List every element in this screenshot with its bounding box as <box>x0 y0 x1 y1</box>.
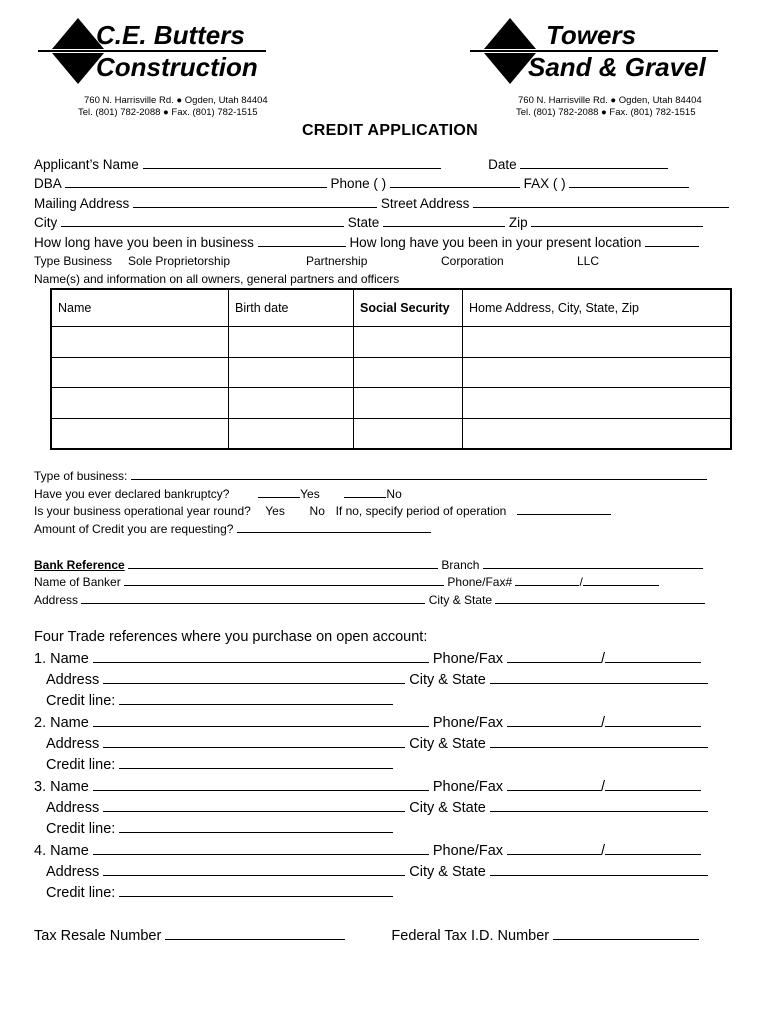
row-how-long <box>34 233 714 251</box>
trade-phone-slash: / <box>601 715 606 731</box>
name-of-banker-field[interactable] <box>124 573 444 586</box>
trade-name-field[interactable] <box>93 776 429 791</box>
label-trade-name: 1. Name <box>34 651 89 667</box>
label-trade-name: 4. Name <box>34 843 89 859</box>
label-trade-city-state: City & State <box>409 864 486 880</box>
trade-fax-field[interactable] <box>605 648 701 663</box>
option-corporation[interactable]: Corporation <box>441 254 504 268</box>
row-banker <box>34 573 714 591</box>
logo-right-address: 760 N. Harrisville Rd. ● Ogden, Utah 84404 <box>518 95 702 106</box>
label-how-long-business: How long have you been in business <box>34 235 254 250</box>
trade-credit-line-field[interactable] <box>119 818 393 833</box>
label-trade-credit-line: Credit line: <box>46 757 116 773</box>
trade-intro <box>34 627 714 647</box>
label-trade-phone-fax: Phone/Fax <box>432 843 504 859</box>
option-llc[interactable]: LLC <box>577 254 600 268</box>
label-trade-name: 3. Name <box>34 779 89 795</box>
table-cell[interactable] <box>229 327 354 358</box>
label-trade-credit-line: Credit line: <box>46 693 116 709</box>
trade-phone-slash: / <box>601 779 606 795</box>
page-title: CREDIT APPLICATION <box>301 122 479 139</box>
table-cell[interactable] <box>52 418 229 449</box>
row-mailing <box>34 194 714 212</box>
logo-left-address: 760 N. Harrisville Rd. ● Ogden, Utah 84404 <box>84 95 268 106</box>
trade-address-field[interactable] <box>103 797 405 812</box>
label-trade-name: 2. Name <box>34 715 89 731</box>
table-cell[interactable] <box>52 357 229 388</box>
label-if-no: If no, specify period of operation <box>335 504 507 518</box>
label-state: State <box>347 215 380 230</box>
fax-field[interactable] <box>569 174 689 188</box>
label-how-long-location: How long have you been in your present location <box>349 235 642 250</box>
label-fax: FAX ( ) <box>523 176 566 191</box>
trade-fax-field[interactable] <box>605 712 701 727</box>
owners-table-header <box>52 290 731 327</box>
trade-address-field[interactable] <box>103 861 405 876</box>
label-zip: Zip <box>508 215 528 230</box>
trade-name-field[interactable] <box>93 648 429 663</box>
logo-right <box>470 16 720 86</box>
label-year-round: Is your business operational year round? <box>34 504 251 518</box>
row-type-of-business <box>34 467 714 485</box>
header-birth-date: Birth date <box>229 290 354 327</box>
label-trade-city-state: City & State <box>409 800 486 816</box>
label-trade-city-state: City & State <box>409 672 486 688</box>
option-partnership[interactable]: Partnership <box>306 254 368 268</box>
bank-reference-field[interactable] <box>128 556 438 569</box>
trade-ref-name-row <box>34 712 714 732</box>
period-of-operation-field[interactable] <box>517 502 611 515</box>
logo-left-line1: C.E. Butters <box>96 20 245 50</box>
bankruptcy-no-field[interactable] <box>344 485 386 498</box>
option-sole-proprietorship[interactable]: Sole Proprietorship <box>128 254 231 268</box>
label-bank-phone-fax: Phone/Fax# <box>447 575 513 589</box>
logo-right-line2: Sand & Gravel <box>528 52 706 82</box>
label-street-address: Street Address <box>380 196 470 211</box>
row-type-business <box>34 252 714 270</box>
label-type-of-business: Type of business: <box>34 469 128 483</box>
bank-address-field[interactable] <box>81 591 425 604</box>
trade-name-field[interactable] <box>93 840 429 855</box>
label-bankruptcy: Have you ever declared bankruptcy? <box>34 487 230 501</box>
bank-phone-slash: / <box>579 575 583 589</box>
label-federal-tax: Federal Tax I.D. Number <box>391 928 550 944</box>
label-amount: Amount of Credit you are requesting? <box>34 522 234 536</box>
table-cell[interactable] <box>354 388 463 419</box>
label-applicant-name: Applicant’s Name <box>34 157 139 172</box>
bankruptcy-yes-field[interactable] <box>258 485 300 498</box>
type-of-business-field[interactable] <box>131 467 707 480</box>
trade-ref-name-row <box>34 648 714 668</box>
label-trade-city-state: City & State <box>409 736 486 752</box>
table-cell[interactable] <box>354 327 463 358</box>
logo-right-contact: Tel. (801) 782-2088 ● Fax. (801) 782-1515 <box>516 107 696 118</box>
how-long-location-field[interactable] <box>645 233 699 247</box>
mailing-address-field[interactable] <box>133 194 377 208</box>
label-trade-credit-line: Credit line: <box>46 885 116 901</box>
table-cell[interactable] <box>463 327 731 358</box>
trade-fax-field[interactable] <box>605 840 701 855</box>
header-home-address: Home Address, City, State, Zip <box>463 290 731 327</box>
row-bank-address <box>34 591 714 609</box>
trade-phone-field[interactable] <box>507 840 601 855</box>
state-field[interactable] <box>383 213 505 227</box>
table-cell[interactable] <box>354 357 463 388</box>
table-cell[interactable] <box>52 388 229 419</box>
trade-phone-slash: / <box>601 843 606 859</box>
trade-phone-field[interactable] <box>507 648 601 663</box>
label-name-of-banker: Name of Banker <box>34 575 121 589</box>
label-bank-city-state: City & State <box>428 593 493 607</box>
trade-ref-name-row <box>34 840 714 860</box>
trade-ref-credit-row <box>46 754 714 774</box>
label-trade-phone-fax: Phone/Fax <box>432 651 504 667</box>
table-cell[interactable] <box>354 418 463 449</box>
owners-table <box>50 288 732 450</box>
date-field[interactable] <box>520 155 668 169</box>
trade-city-state-field[interactable] <box>490 733 708 748</box>
logo-left-contact: Tel. (801) 782-2088 ● Fax. (801) 782-1515 <box>78 107 258 118</box>
trade-city-state-field[interactable] <box>490 861 708 876</box>
row-amount <box>34 520 714 538</box>
trade-credit-line-field[interactable] <box>119 882 393 897</box>
label-type-business: Type Business <box>34 254 113 268</box>
trade-phone-slash: / <box>601 651 606 667</box>
logo-right-line1: Towers <box>546 20 637 50</box>
label-mailing-address: Mailing Address <box>34 196 130 211</box>
trade-address-field[interactable] <box>103 733 405 748</box>
trade-name-field[interactable] <box>93 712 429 727</box>
label-tax-resale: Tax Resale Number <box>34 928 162 944</box>
table-cell[interactable] <box>463 357 731 388</box>
option-year-round-no[interactable]: No <box>309 504 325 518</box>
table-row <box>52 388 731 419</box>
city-field[interactable] <box>61 213 344 227</box>
row-city <box>34 213 714 231</box>
table-cell[interactable] <box>463 418 731 449</box>
row-owners-info <box>34 270 714 288</box>
table-row <box>52 327 731 358</box>
tax-resale-field[interactable] <box>165 925 345 940</box>
label-bankruptcy-no: No <box>386 487 402 501</box>
label-dba: DBA <box>34 176 62 191</box>
trade-phone-field[interactable] <box>507 712 601 727</box>
trade-address-field[interactable] <box>103 669 405 684</box>
table-row <box>52 418 731 449</box>
row-bankruptcy <box>34 485 714 503</box>
trade-ref-address-row <box>46 861 714 881</box>
applicant-name-field[interactable] <box>143 155 441 169</box>
label-trade-address: Address <box>46 800 100 816</box>
label-trade-address: Address <box>46 864 100 880</box>
trade-city-state-field[interactable] <box>490 669 708 684</box>
label-branch: Branch <box>441 558 480 572</box>
label-bank-reference: Bank Reference <box>34 558 125 572</box>
label-phone: Phone ( ) <box>330 176 387 191</box>
trade-fax-field[interactable] <box>605 776 701 791</box>
label-trade-address: Address <box>46 736 100 752</box>
street-address-field[interactable] <box>473 194 729 208</box>
bank-city-state-field[interactable] <box>495 591 705 604</box>
option-year-round-yes[interactable]: Yes <box>265 504 285 518</box>
label-date: Date <box>488 157 517 172</box>
bank-phone-field[interactable] <box>515 573 579 586</box>
trade-city-state-field[interactable] <box>490 797 708 812</box>
row-applicant <box>34 155 714 173</box>
branch-field[interactable] <box>483 556 703 569</box>
label-bank-address: Address <box>34 593 79 607</box>
label-trade-credit-line: Credit line: <box>46 821 116 837</box>
row-tax <box>34 925 714 945</box>
table-cell[interactable] <box>229 388 354 419</box>
trade-ref-credit-row <box>46 690 714 710</box>
label-trade-phone-fax: Phone/Fax <box>432 779 504 795</box>
header-name: Name <box>52 290 229 327</box>
table-row <box>52 357 731 388</box>
row-dba <box>34 174 714 192</box>
trade-ref-address-row <box>46 669 714 689</box>
phone-field[interactable] <box>390 174 520 188</box>
table-cell[interactable] <box>52 327 229 358</box>
how-long-business-field[interactable] <box>258 233 346 247</box>
label-bankruptcy-yes: Yes <box>300 487 320 501</box>
label-trade-phone-fax: Phone/Fax <box>432 715 504 731</box>
table-cell[interactable] <box>229 418 354 449</box>
amount-field[interactable] <box>237 520 431 533</box>
trade-phone-field[interactable] <box>507 776 601 791</box>
trade-ref-address-row <box>46 733 714 753</box>
trade-ref-address-row <box>46 797 714 817</box>
label-trade-intro: Four Trade references where you purchase on open account: <box>34 629 428 645</box>
row-bank-reference <box>34 556 714 574</box>
dba-field[interactable] <box>65 174 327 188</box>
logo-left <box>38 16 270 86</box>
zip-field[interactable] <box>531 213 703 227</box>
trade-ref-credit-row <box>46 882 714 902</box>
row-year-round <box>34 502 714 520</box>
label-city: City <box>34 215 58 230</box>
label-trade-address: Address <box>46 672 100 688</box>
header-social-security: Social Security <box>354 290 463 327</box>
logo-left-line2: Construction <box>96 52 258 82</box>
table-cell[interactable] <box>463 388 731 419</box>
trade-ref-credit-row <box>46 818 714 838</box>
label-owners-info: Name(s) and information on all owners, general partners and officers <box>34 272 400 286</box>
bank-fax-field[interactable] <box>583 573 659 586</box>
trade-credit-line-field[interactable] <box>119 754 393 769</box>
trade-credit-line-field[interactable] <box>119 690 393 705</box>
trade-ref-name-row <box>34 776 714 796</box>
federal-tax-field[interactable] <box>553 925 699 940</box>
table-cell[interactable] <box>229 357 354 388</box>
